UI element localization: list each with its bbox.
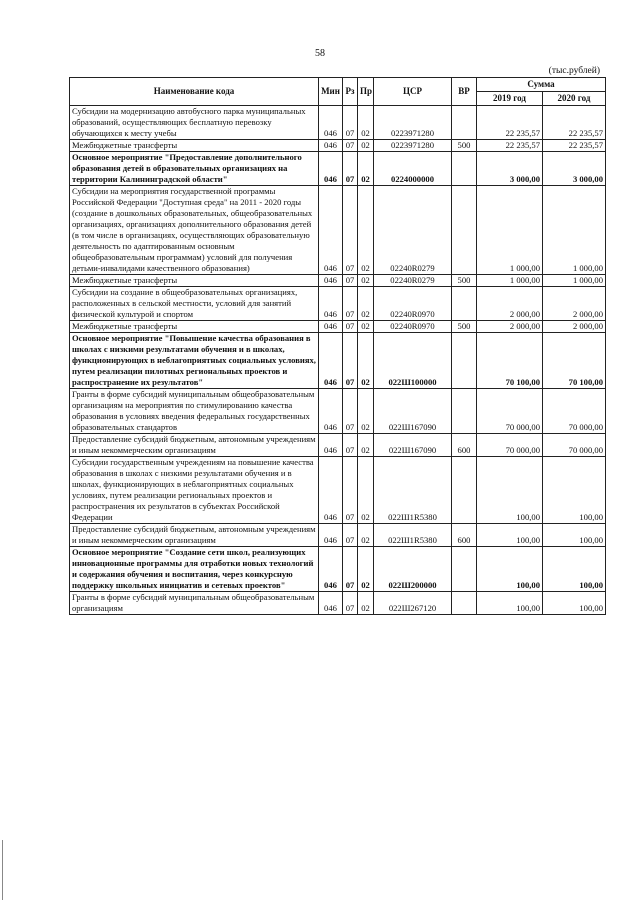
row-csr: 022Ш200000 — [374, 547, 452, 592]
row-vr — [452, 186, 477, 275]
row-2020: 22 235,57 — [543, 106, 606, 140]
row-pr: 02 — [358, 592, 374, 615]
row-min: 046 — [319, 524, 343, 547]
table-row — [70, 140, 606, 152]
page-number: 58 — [315, 48, 325, 59]
row-vr — [452, 287, 477, 321]
row-pr: 02 — [358, 186, 374, 275]
row-2019: 22 235,57 — [477, 140, 543, 152]
row-2019: 100,00 — [477, 457, 543, 524]
row-2019: 100,00 — [477, 524, 543, 547]
row-rz: 07 — [343, 592, 358, 615]
header-name: Наименование кода — [70, 78, 319, 106]
row-pr: 02 — [358, 140, 374, 152]
row-rz: 07 — [343, 106, 358, 140]
row-pr: 02 — [358, 321, 374, 333]
row-min: 046 — [319, 321, 343, 333]
row-pr: 02 — [358, 547, 374, 592]
row-name: Межбюджетные трансферты — [70, 275, 319, 287]
table-row — [70, 434, 606, 457]
row-csr: 022Ш167090 — [374, 389, 452, 434]
row-min: 046 — [319, 457, 343, 524]
row-vr — [452, 106, 477, 140]
row-min: 046 — [319, 275, 343, 287]
table-row — [70, 275, 606, 287]
row-csr: 022Ш167090 — [374, 434, 452, 457]
row-2019: 22 235,57 — [477, 106, 543, 140]
row-name: Субсидии на мероприятия государственной программы Российской Федерации "Доступная среда" на 2011 - 2020 годы (создание в дошкольных образовательных, общеобразовательных организациях, организациях дополнительного образования детей (в том числе в организациях, осуществляющих образовательную деятельность по адаптированным основным общеобразовательным программам) условий для получения детьми-инвалидами качественного образования) — [70, 186, 319, 275]
row-2019: 2 000,00 — [477, 287, 543, 321]
row-2019: 70 100,00 — [477, 333, 543, 389]
row-rz: 07 — [343, 524, 358, 547]
budget-table — [69, 77, 606, 615]
row-rz: 07 — [343, 287, 358, 321]
row-pr: 02 — [358, 524, 374, 547]
row-name: Гранты в форме субсидий муниципальным общеобразовательным организациям — [70, 592, 319, 615]
table-row — [70, 321, 606, 333]
row-name: Предоставление субсидий бюджетным, автономным учреждениям и иным некоммерческим организациям — [70, 524, 319, 547]
row-vr: 500 — [452, 321, 477, 333]
row-vr: 600 — [452, 434, 477, 457]
row-csr: 022Ш267120 — [374, 592, 452, 615]
row-min: 046 — [319, 592, 343, 615]
row-pr: 02 — [358, 287, 374, 321]
row-2019: 70 000,00 — [477, 389, 543, 434]
row-2020: 2 000,00 — [543, 287, 606, 321]
row-pr: 02 — [358, 389, 374, 434]
scan-edge-mark — [2, 840, 3, 900]
table-row — [70, 186, 606, 275]
row-name: Субсидии на создание в общеобразовательных организациях, расположенных в сельской местности, условий для занятий физической культурой и спортом — [70, 287, 319, 321]
row-2020: 100,00 — [543, 592, 606, 615]
row-vr — [452, 547, 477, 592]
row-vr — [452, 592, 477, 615]
row-min: 046 — [319, 152, 343, 186]
row-name: Предоставление субсидий бюджетным, автономным учреждениям и иным некоммерческим организациям — [70, 434, 319, 457]
header-vr: ВР — [452, 78, 477, 106]
table-row — [70, 389, 606, 434]
row-min: 046 — [319, 186, 343, 275]
row-vr — [452, 333, 477, 389]
row-min: 046 — [319, 106, 343, 140]
row-csr: 0223971280 — [374, 106, 452, 140]
row-csr: 0224000000 — [374, 152, 452, 186]
table-row — [70, 524, 606, 547]
header-csr: ЦСР — [374, 78, 452, 106]
row-vr — [452, 389, 477, 434]
row-vr: 500 — [452, 140, 477, 152]
row-2019: 3 000,00 — [477, 152, 543, 186]
row-rz: 07 — [343, 321, 358, 333]
row-2020: 100,00 — [543, 524, 606, 547]
row-min: 046 — [319, 140, 343, 152]
row-vr: 600 — [452, 524, 477, 547]
row-2020: 1 000,00 — [543, 186, 606, 275]
row-min: 046 — [319, 547, 343, 592]
row-pr: 02 — [358, 106, 374, 140]
row-rz: 07 — [343, 186, 358, 275]
row-2020: 2 000,00 — [543, 321, 606, 333]
row-rz: 07 — [343, 152, 358, 186]
row-name: Межбюджетные трансферты — [70, 140, 319, 152]
row-rz: 07 — [343, 434, 358, 457]
row-name: Субсидии государственным учреждениям на повышение качества образования в школах с низкими результатами обучения и в школах, функционирующих в неблагоприятных социальных условиях, путем реализации региональных проектов и распространения их результатов в субъектах Российской Федерации — [70, 457, 319, 524]
row-csr: 0223971280 — [374, 140, 452, 152]
row-rz: 07 — [343, 275, 358, 287]
row-min: 046 — [319, 434, 343, 457]
table-row — [70, 287, 606, 321]
row-2019: 2 000,00 — [477, 321, 543, 333]
row-name: Гранты в форме субсидий муниципальным общеобразовательным организациям на мероприятия по стимулированию качества образования в условиях введения федеральных государственных образовательных стандартов — [70, 389, 319, 434]
row-csr: 02240R0970 — [374, 321, 452, 333]
row-vr — [452, 457, 477, 524]
header-2019: 2019 год — [477, 92, 543, 106]
table-row — [70, 547, 606, 592]
row-pr: 02 — [358, 333, 374, 389]
row-2020: 1 000,00 — [543, 275, 606, 287]
header-2020: 2020 год — [543, 92, 606, 106]
row-2019: 100,00 — [477, 547, 543, 592]
row-pr: 02 — [358, 152, 374, 186]
row-2020: 70 000,00 — [543, 434, 606, 457]
table-row — [70, 152, 606, 186]
row-rz: 07 — [343, 457, 358, 524]
row-name: Межбюджетные трансферты — [70, 321, 319, 333]
row-csr: 02240R0279 — [374, 275, 452, 287]
row-rz: 07 — [343, 333, 358, 389]
row-name: Основное мероприятие "Повышение качества образования в школах с низкими результатами обучения и в школах, функционирующих в неблагоприятных социальных условиях, путем реализации пилотных региональных проектов и распространение их результатов" — [70, 333, 319, 389]
row-csr: 02240R0279 — [374, 186, 452, 275]
header-pr: Пр — [358, 78, 374, 106]
row-2019: 100,00 — [477, 592, 543, 615]
row-rz: 07 — [343, 140, 358, 152]
row-2020: 100,00 — [543, 457, 606, 524]
row-min: 046 — [319, 287, 343, 321]
row-2019: 1 000,00 — [477, 186, 543, 275]
header-rz: Рз — [343, 78, 358, 106]
row-2020: 3 000,00 — [543, 152, 606, 186]
row-rz: 07 — [343, 547, 358, 592]
units-label: (тыс.рублей) — [548, 66, 600, 76]
row-pr: 02 — [358, 434, 374, 457]
row-csr: 022Ш1R5380 — [374, 524, 452, 547]
row-2020: 100,00 — [543, 547, 606, 592]
row-vr — [452, 152, 477, 186]
row-name: Субсидии на модернизацию автобусного парка муниципальных образований, осуществляющих бесплатную перевозку обучающихся к месту учебы — [70, 106, 319, 140]
row-2020: 70 100,00 — [543, 333, 606, 389]
row-rz: 07 — [343, 389, 358, 434]
table-row — [70, 457, 606, 524]
table-row — [70, 592, 606, 615]
row-pr: 02 — [358, 275, 374, 287]
row-pr: 02 — [358, 457, 374, 524]
row-vr: 500 — [452, 275, 477, 287]
table-row — [70, 106, 606, 140]
row-2019: 70 000,00 — [477, 434, 543, 457]
row-2019: 1 000,00 — [477, 275, 543, 287]
table-row — [70, 333, 606, 389]
header-min: Мин — [319, 78, 343, 106]
row-2020: 70 000,00 — [543, 389, 606, 434]
table-body — [70, 106, 606, 615]
row-min: 046 — [319, 333, 343, 389]
row-csr: 02240R0970 — [374, 287, 452, 321]
row-csr: 022Ш1R5380 — [374, 457, 452, 524]
header-sum: Сумма — [477, 78, 606, 92]
row-2020: 22 235,57 — [543, 140, 606, 152]
row-name: Основное мероприятие "Предоставление дополнительного образования детей в образовательных организациях на территории Калининградской области" — [70, 152, 319, 186]
row-name: Основное мероприятие "Создание сети школ, реализующих инновационные программы для отработки новых технологий и содержания обучения и воспитания, через конкурсную поддержку школьных инициатив и сетевых проектов" — [70, 547, 319, 592]
row-min: 046 — [319, 389, 343, 434]
row-csr: 022Ш100000 — [374, 333, 452, 389]
